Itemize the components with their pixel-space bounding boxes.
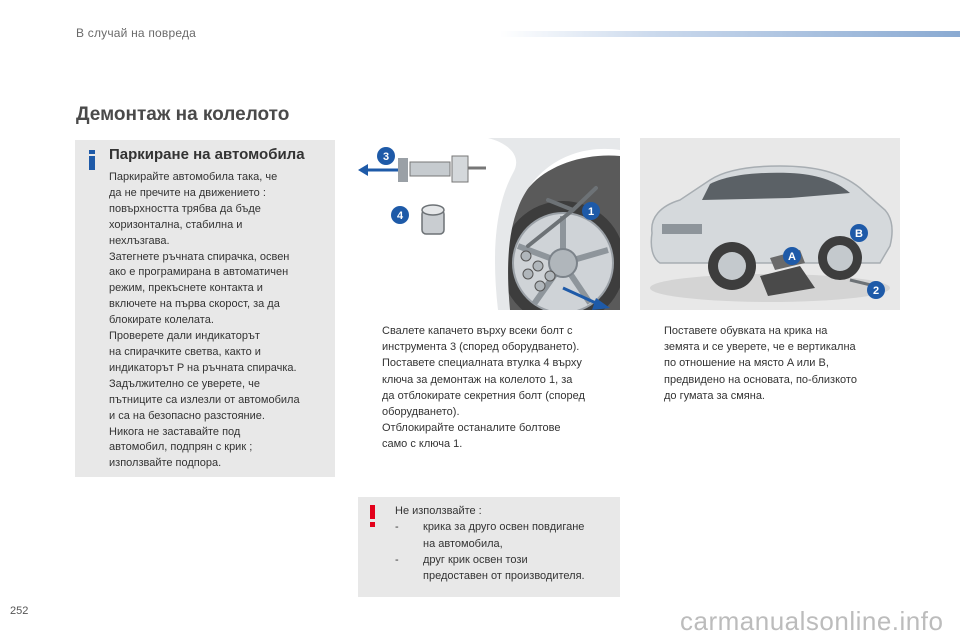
section-header: В случай на повреда [76, 26, 197, 40]
info-line: Проверете дали индикаторът [109, 330, 260, 343]
bullet-icon [363, 355, 382, 420]
step-line: Поставете обувката на крика на [664, 325, 828, 337]
step-line: само с ключа 1. [382, 438, 463, 451]
header-gradient-line [500, 31, 960, 37]
info-line: използвайте подпора. [109, 457, 222, 470]
page-number: 252 [10, 605, 29, 617]
step-item [363, 323, 625, 355]
step-item [363, 420, 625, 452]
info-line: индикаторът P на ръчната спирачка. [109, 361, 297, 374]
warning-box [358, 497, 620, 597]
label-three: 3 [382, 151, 390, 163]
warning-item [395, 552, 615, 585]
step-line: Отблокирайте останалите болтове [382, 422, 561, 435]
info-line: повърхността трябва да бъде [109, 202, 261, 215]
step-line: оборудването). [382, 406, 460, 419]
info-line: на спирачките светва, както и [109, 345, 261, 358]
warning-line: на автомобила, [423, 537, 503, 550]
info-line: Затегнете ръчната спирачка, освен [109, 250, 290, 263]
info-line: автомобил, подпрян с крик ; [109, 441, 253, 454]
step-line: Поставете специалната втулка 4 върху [382, 357, 582, 370]
warning-line: крика за друго освен повдигане [423, 521, 585, 534]
bullet-icon [363, 420, 382, 452]
info-line: включете на първа скорост, за да [109, 298, 280, 311]
step-line: ключа за демонтаж на колелото 1, за [382, 373, 573, 386]
warning-dash: - [395, 521, 399, 534]
info-box-title: Паркиране на автомобила [109, 146, 305, 163]
info-line: Никога не заставайте под [109, 425, 241, 438]
bullet-icon [645, 323, 664, 404]
steps-wheel-bolts [363, 323, 625, 453]
step-item [363, 355, 625, 420]
info-line: да не пречите на движението : [109, 186, 266, 199]
bullet-icon [363, 323, 382, 355]
warning-icon [367, 505, 377, 527]
info-line: и са на безопасно разстояние. [109, 409, 265, 422]
warning-item [395, 519, 615, 552]
step-line: до гумата за смяна. [664, 389, 765, 402]
warning-intro: Не използвайте : [395, 505, 482, 517]
info-line: Паркирайте автомобила така, че [109, 171, 278, 183]
wheel-tools-illustration [358, 138, 620, 310]
steps-jack [645, 323, 885, 404]
info-line: пътниците са излезли от автомобила [109, 393, 300, 406]
watermark: carmanualsonline.info [680, 606, 944, 636]
info-box-text [109, 170, 331, 472]
info-icon [87, 150, 97, 170]
step-line: предвидено на основата, по-близкото [664, 373, 857, 386]
label-one: 1 [587, 206, 595, 218]
info-box-parking [75, 140, 335, 477]
car-jack-illustration [640, 138, 900, 310]
info-line: блокирате колелата. [109, 314, 214, 327]
label-two: 2 [872, 285, 880, 297]
step-line: по отношение на място A или B, [664, 357, 829, 370]
warning-line: предоставен от производителя. [423, 570, 585, 583]
warning-text [395, 503, 615, 584]
warning-line: друг крик освен този [423, 553, 528, 566]
info-line: нехлъзгава. [109, 234, 170, 247]
info-line: Задължително се уверете, че [109, 377, 260, 390]
info-line: ако е програмирана в автоматичен [109, 266, 289, 279]
label-b: B [855, 228, 863, 240]
warning-dash: - [395, 553, 399, 566]
step-line: инструмента 3 (според оборудването). [382, 341, 580, 354]
step-line: земята и се уверете, че е вертикална [664, 341, 856, 354]
step-line: Свалете капачето върху всеки болт с [382, 325, 573, 337]
label-four: 4 [396, 210, 404, 222]
label-a: A [788, 251, 796, 263]
step-item [645, 323, 885, 404]
step-line: да отблокирате секретния болт (според [382, 389, 585, 402]
info-line: хоризонтална, стабилна и [109, 218, 243, 231]
info-line: режим, прекъснете контакта и [109, 282, 263, 295]
page-title: Демонтаж на колелото [76, 104, 290, 125]
